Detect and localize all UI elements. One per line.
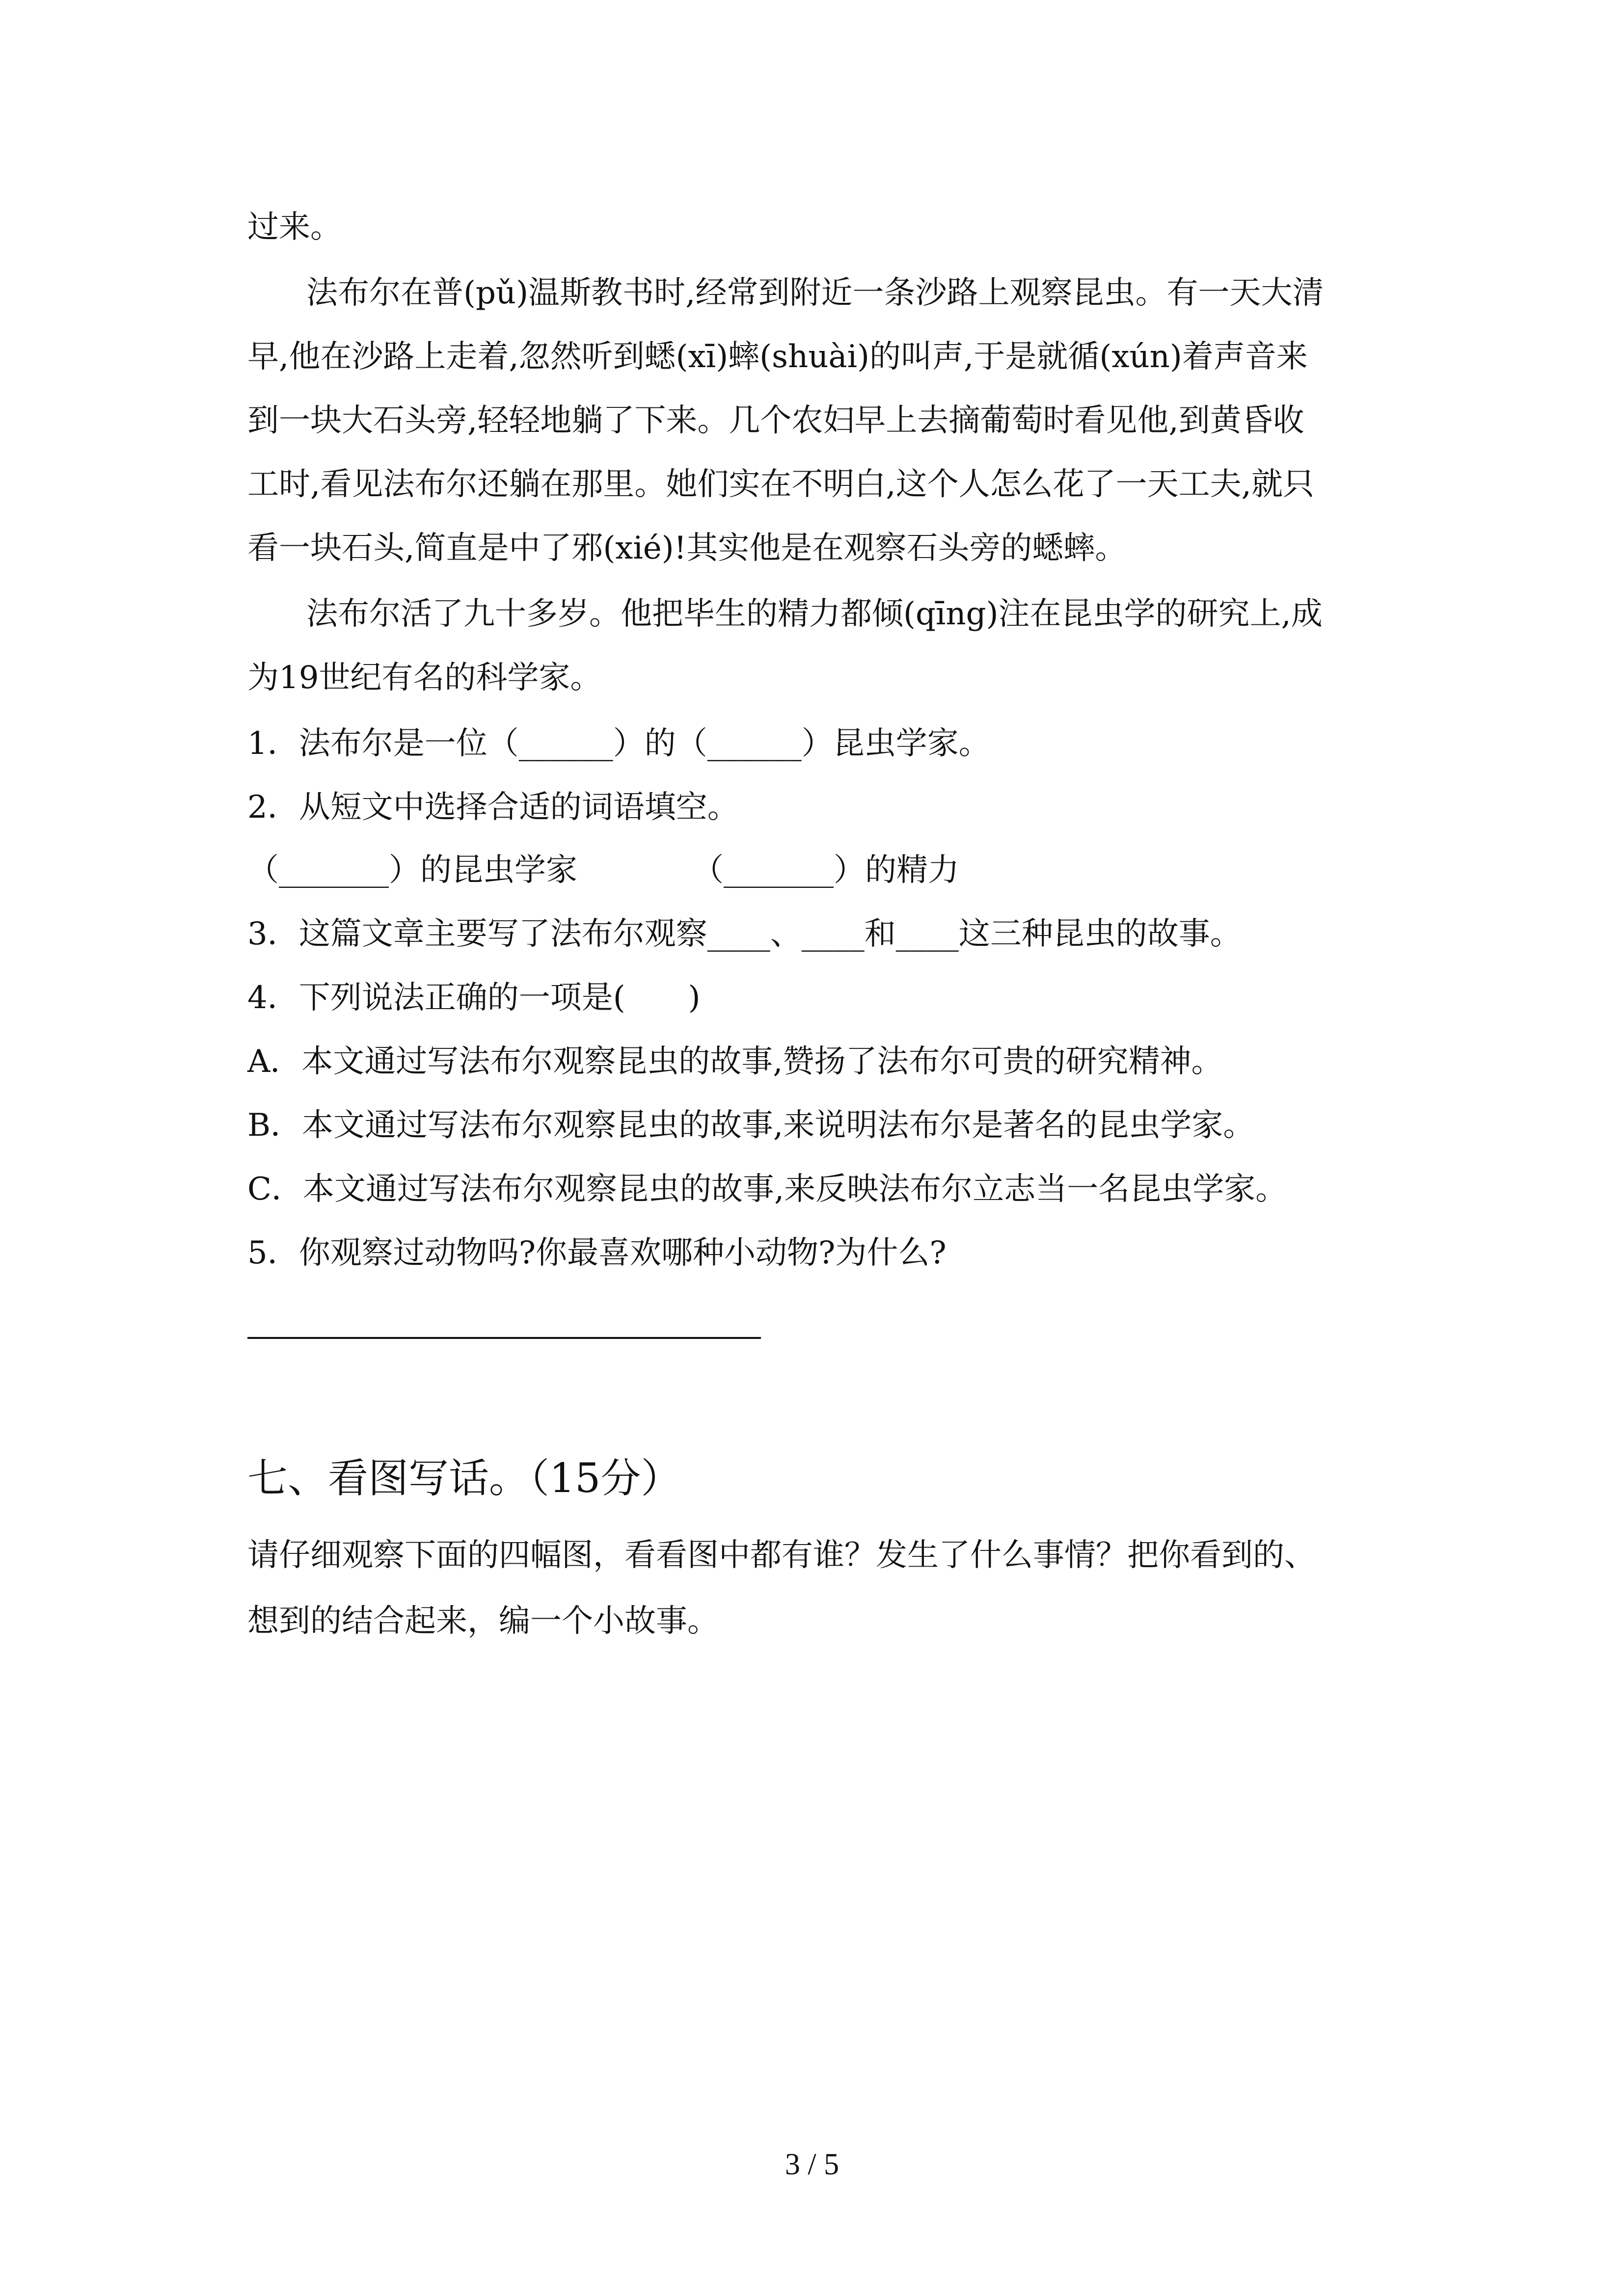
answer-line xyxy=(247,1337,761,1339)
passage-p1-line: 工时,看见法布尔还躺在那里。她们实在不明白,这个人怎么花了一天工夫,就只 xyxy=(247,466,1315,503)
question-2: 2．从短文中选择合适的词语填空。 xyxy=(247,789,739,826)
question-1: 1．法布尔是一位（______）的（______）昆虫学家。 xyxy=(247,725,990,762)
question-5: 5．你观察过动物吗?你最喜欢哪种小动物?为什么? xyxy=(247,1235,947,1271)
question-4-option-c: C．本文通过写法布尔观察昆虫的故事,来反映法布尔立志当一名昆虫学家。 xyxy=(247,1171,1287,1207)
passage-p2-line: 为19世纪有名的科学家。 xyxy=(247,660,602,696)
question-4: 4．下列说法正确的一项是( ) xyxy=(247,980,701,1016)
question-3: 3．这篇文章主要写了法布尔观察____、____和____这三种昆虫的故事。 xyxy=(247,916,1242,952)
section-title: 七、看图写话。（15分） xyxy=(247,1455,681,1502)
section-instruction-line: 请仔细观察下面的四幅图，看看图中都有谁？发生了什么事情？把你看到的、 xyxy=(247,1537,1316,1574)
question-2-blank-a: （_______）的昆虫学家 xyxy=(247,852,577,888)
passage-continuation: 过来。 xyxy=(247,209,342,245)
passage-p1-line: 早,他在沙路上走着,忽然听到蟋(xī)蟀(shuài)的叫声,于是就循(xún)着声音来 xyxy=(247,339,1308,375)
section-instruction-line: 想到的结合起来，编一个小故事。 xyxy=(247,1603,719,1639)
page-number: 3 / 5 xyxy=(785,2148,839,2181)
passage-p1-line: 看一块石头,简直是中了邪(xié)!其实他是在观察石头旁的蟋蟀。 xyxy=(247,530,1127,566)
question-2-blank-b: （_______）的精力 xyxy=(692,852,959,888)
passage-p1-line: 到一块大石头旁,轻轻地躺了下来。几个农妇早上去摘葡萄时看见他,到黄昏收 xyxy=(247,402,1304,439)
question-4-option-b: B．本文通过写法布尔观察昆虫的故事,来说明法布尔是著名的昆虫学家。 xyxy=(247,1107,1255,1144)
passage-p2-line: 法布尔活了九十多岁。他把毕生的精力都倾(qīng)注在昆虫学的研究上,成 xyxy=(306,596,1323,632)
question-4-option-a: A．本文通过写法布尔观察昆虫的故事,赞扬了法布尔可贵的研究精神。 xyxy=(247,1043,1223,1080)
passage-p1-line: 法布尔在普(pǔ)温斯教书时,经常到附近一条沙路上观察昆虫。有一天大清 xyxy=(306,275,1324,311)
